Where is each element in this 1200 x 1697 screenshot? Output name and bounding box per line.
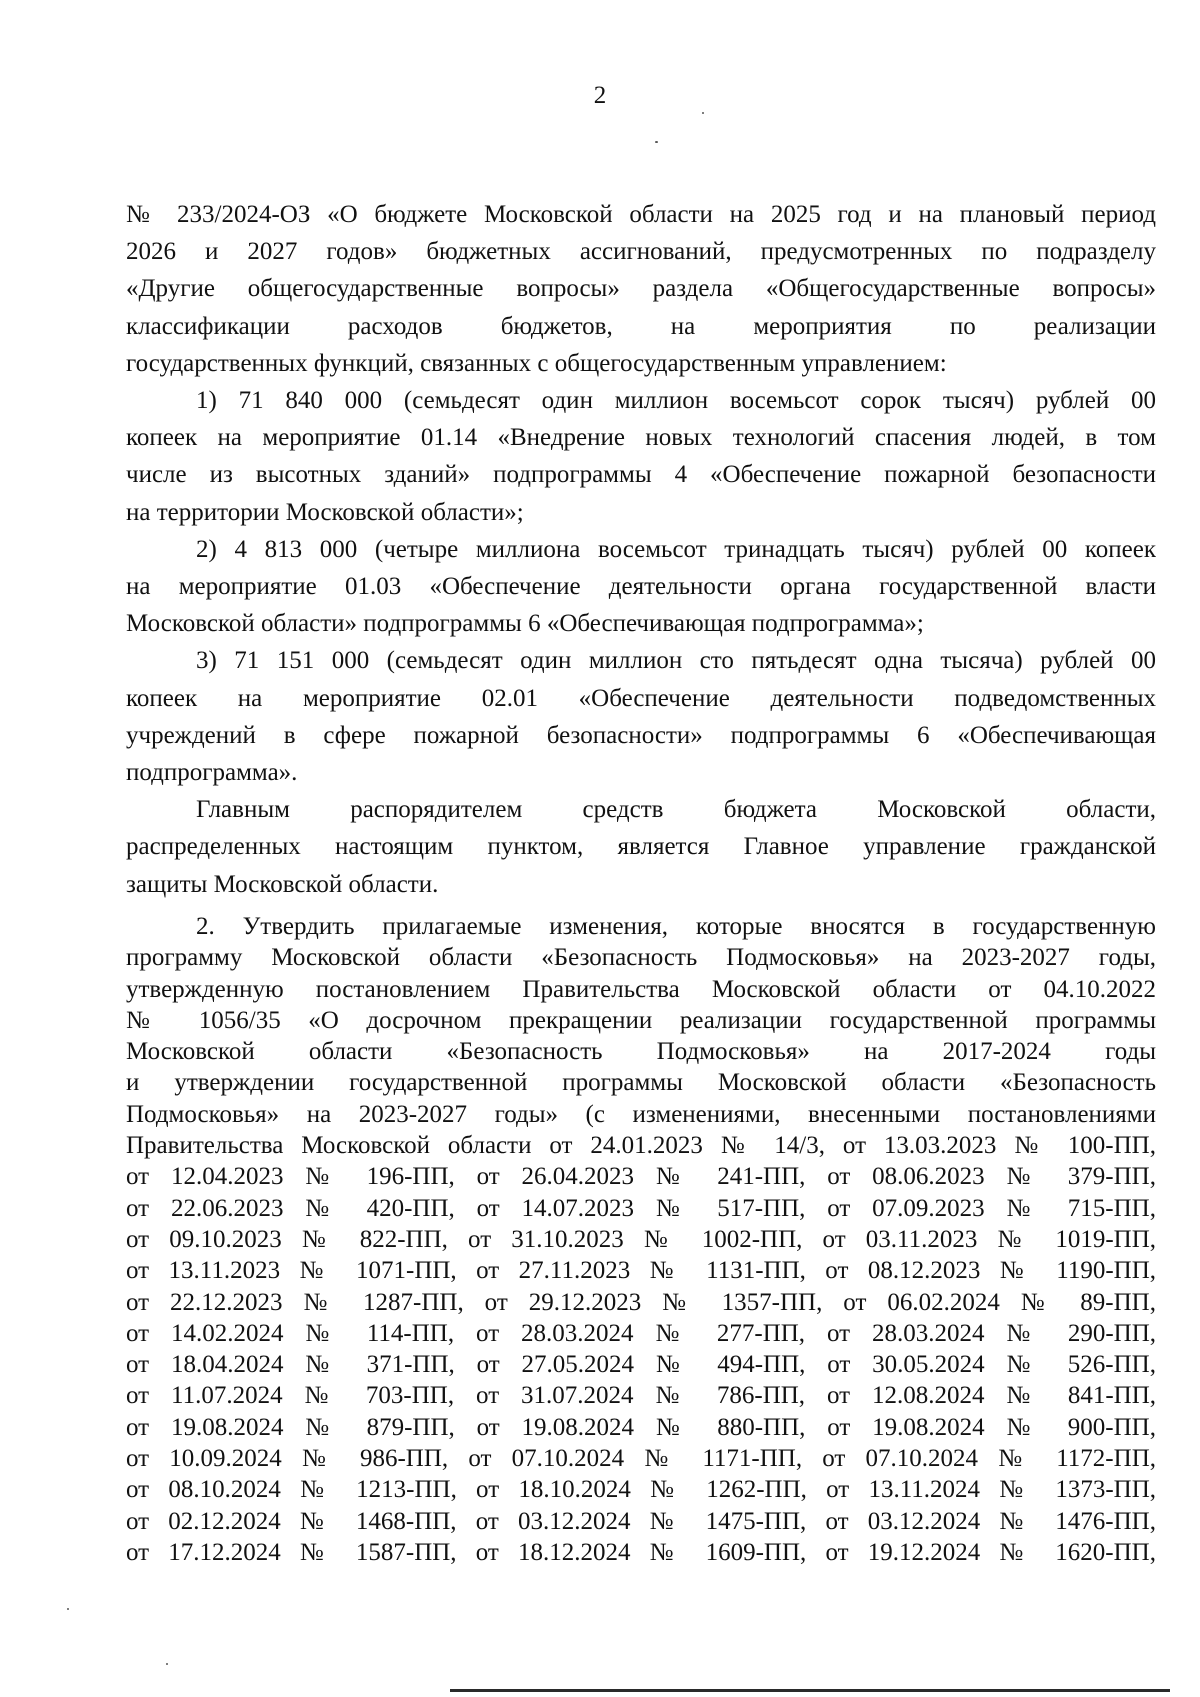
text-line: Подмосковья» на 2023-2027 годы» (с изменениями, внесенными постановлениями bbox=[126, 1100, 1156, 1128]
text-line: учреждений в сфере пожарной безопасности» подпрограммы 6 «Обеспечивающая bbox=[126, 721, 1156, 749]
scan-speck bbox=[67, 1608, 69, 1610]
text-line: государственных функций, связанных с общегосударственным управлением: bbox=[126, 349, 947, 377]
text-line: от 11.07.2024 № 703-ПП, от 31.07.2024 № 786-ПП, от 12.08.2024 № 841-ПП, bbox=[126, 1382, 1156, 1410]
resolution-point-2-text bbox=[126, 911, 1156, 1568]
text-line: 2. Утвердить прилагаемые изменения, которые вносятся в государственную bbox=[196, 913, 1156, 940]
text-line: классификации расходов бюджетов, на мероприятия по реализации bbox=[126, 312, 1156, 340]
text-line: на территории Московской области»; bbox=[126, 498, 524, 526]
text-line: 2026 и 2027 годов» бюджетных ассигнований, предусмотренных по подразделу bbox=[126, 238, 1156, 266]
text-line: от 18.04.2024 № 371-ПП, от 27.05.2024 № 494-ПП, от 30.05.2024 № 526-ПП, bbox=[126, 1351, 1156, 1379]
scan-speck bbox=[166, 1663, 168, 1665]
text-line: от 22.12.2023 № 1287-ПП, от 29.12.2023 № 1357-ПП, от 06.02.2024 № 89-ПП, bbox=[126, 1288, 1156, 1316]
text-line: Правительства Московской области от 24.01.2023 № 14/3, от 13.03.2023 № 100-ПП, bbox=[126, 1132, 1156, 1160]
text-line: от 17.12.2024 № 1587-ПП, от 18.12.2024 № 1609-ПП, от 19.12.2024 № 1620-ПП, bbox=[126, 1538, 1156, 1566]
text-line: от 13.11.2023 № 1071-ПП, от 27.11.2023 № 1131-ПП, от 08.12.2023 № 1190-ПП, bbox=[126, 1257, 1156, 1285]
text-line: подпрограмма». bbox=[126, 759, 298, 787]
text-line: 2) 4 813 000 (четыре миллиона восемьсот тринадцать тысяч) рублей 00 копеек bbox=[196, 535, 1156, 563]
text-line: от 09.10.2023 № 822-ПП, от 31.10.2023 № 1002-ПП, от 03.11.2023 № 1019-ПП, bbox=[126, 1225, 1156, 1253]
text-line: копеек на мероприятие 02.01 «Обеспечение деятельности подведомственных bbox=[126, 684, 1156, 712]
text-line: от 08.10.2024 № 1213-ПП, от 18.10.2024 № 1262-ПП, от 13.11.2024 № 1373-ПП, bbox=[126, 1476, 1156, 1504]
text-line: Главным распорядителем средств бюджета Московской области, bbox=[196, 796, 1156, 824]
scan-speck bbox=[655, 141, 658, 143]
page-bottom-edge bbox=[450, 1689, 1170, 1692]
text-line: и утверждении государственной программы Московской области «Безопасность bbox=[126, 1069, 1156, 1097]
text-line: от 14.02.2024 № 114-ПП, от 28.03.2024 № 277-ПП, от 28.03.2024 № 290-ПП, bbox=[126, 1319, 1156, 1347]
text-line: Московской области «Безопасность Подмосковья» на 2017-2024 годы bbox=[126, 1038, 1156, 1066]
text-line: копеек на мероприятие 01.14 «Внедрение новых технологий спасения людей, в том bbox=[126, 424, 1156, 452]
text-line: «Другие общегосударственные вопросы» раздела «Общегосударственные вопросы» bbox=[126, 275, 1156, 303]
resolution-point-1-text bbox=[126, 196, 1156, 903]
text-line: числе из высотных зданий» подпрограммы 4 «Обеспечение пожарной безопасности bbox=[126, 461, 1156, 489]
text-line: Московской области» подпрограммы 6 «Обеспечивающая подпрограмма»; bbox=[126, 610, 924, 638]
page-number: 2 bbox=[593, 82, 607, 109]
text-line: от 22.06.2023 № 420-ПП, от 14.07.2023 № 517-ПП, от 07.09.2023 № 715-ПП, bbox=[126, 1194, 1156, 1222]
text-line: распределенных настоящим пунктом, является Главное управление гражданской bbox=[126, 833, 1156, 861]
text-line: от 10.09.2024 № 986-ПП, от 07.10.2024 № 1171-ПП, от 07.10.2024 № 1172-ПП, bbox=[126, 1445, 1156, 1473]
text-line: 3) 71 151 000 (семьдесят один миллион сто пятьдесят одна тысяча) рублей 00 bbox=[196, 647, 1156, 675]
scan-speck bbox=[702, 112, 704, 114]
text-line: защиты Московской области. bbox=[126, 870, 439, 898]
text-line: на мероприятие 01.03 «Обеспечение деятельности органа государственной власти bbox=[126, 573, 1156, 601]
text-line: от 12.04.2023 № 196-ПП, от 26.04.2023 № 241-ПП, от 08.06.2023 № 379-ПП, bbox=[126, 1163, 1156, 1191]
text-line: программу Московской области «Безопасность Подмосковья» на 2023-2027 годы, bbox=[126, 944, 1156, 972]
text-line: от 19.08.2024 № 879-ПП, от 19.08.2024 № 880-ПП, от 19.08.2024 № 900-ПП, bbox=[126, 1413, 1156, 1441]
text-line: № 233/2024-ОЗ «О бюджете Московской области на 2025 год и на плановый период bbox=[126, 201, 1156, 228]
text-line: № 1056/35 «О досрочном прекращении реализации государственной программы bbox=[126, 1006, 1156, 1034]
text-line: утвержденную постановлением Правительства Московской области от 04.10.2022 bbox=[126, 975, 1156, 1003]
text-line: от 02.12.2024 № 1468-ПП, от 03.12.2024 № 1475-ПП, от 03.12.2024 № 1476-ПП, bbox=[126, 1507, 1156, 1535]
text-line: 1) 71 840 000 (семьдесят один миллион восемьсот сорок тысяч) рублей 00 bbox=[196, 387, 1156, 415]
